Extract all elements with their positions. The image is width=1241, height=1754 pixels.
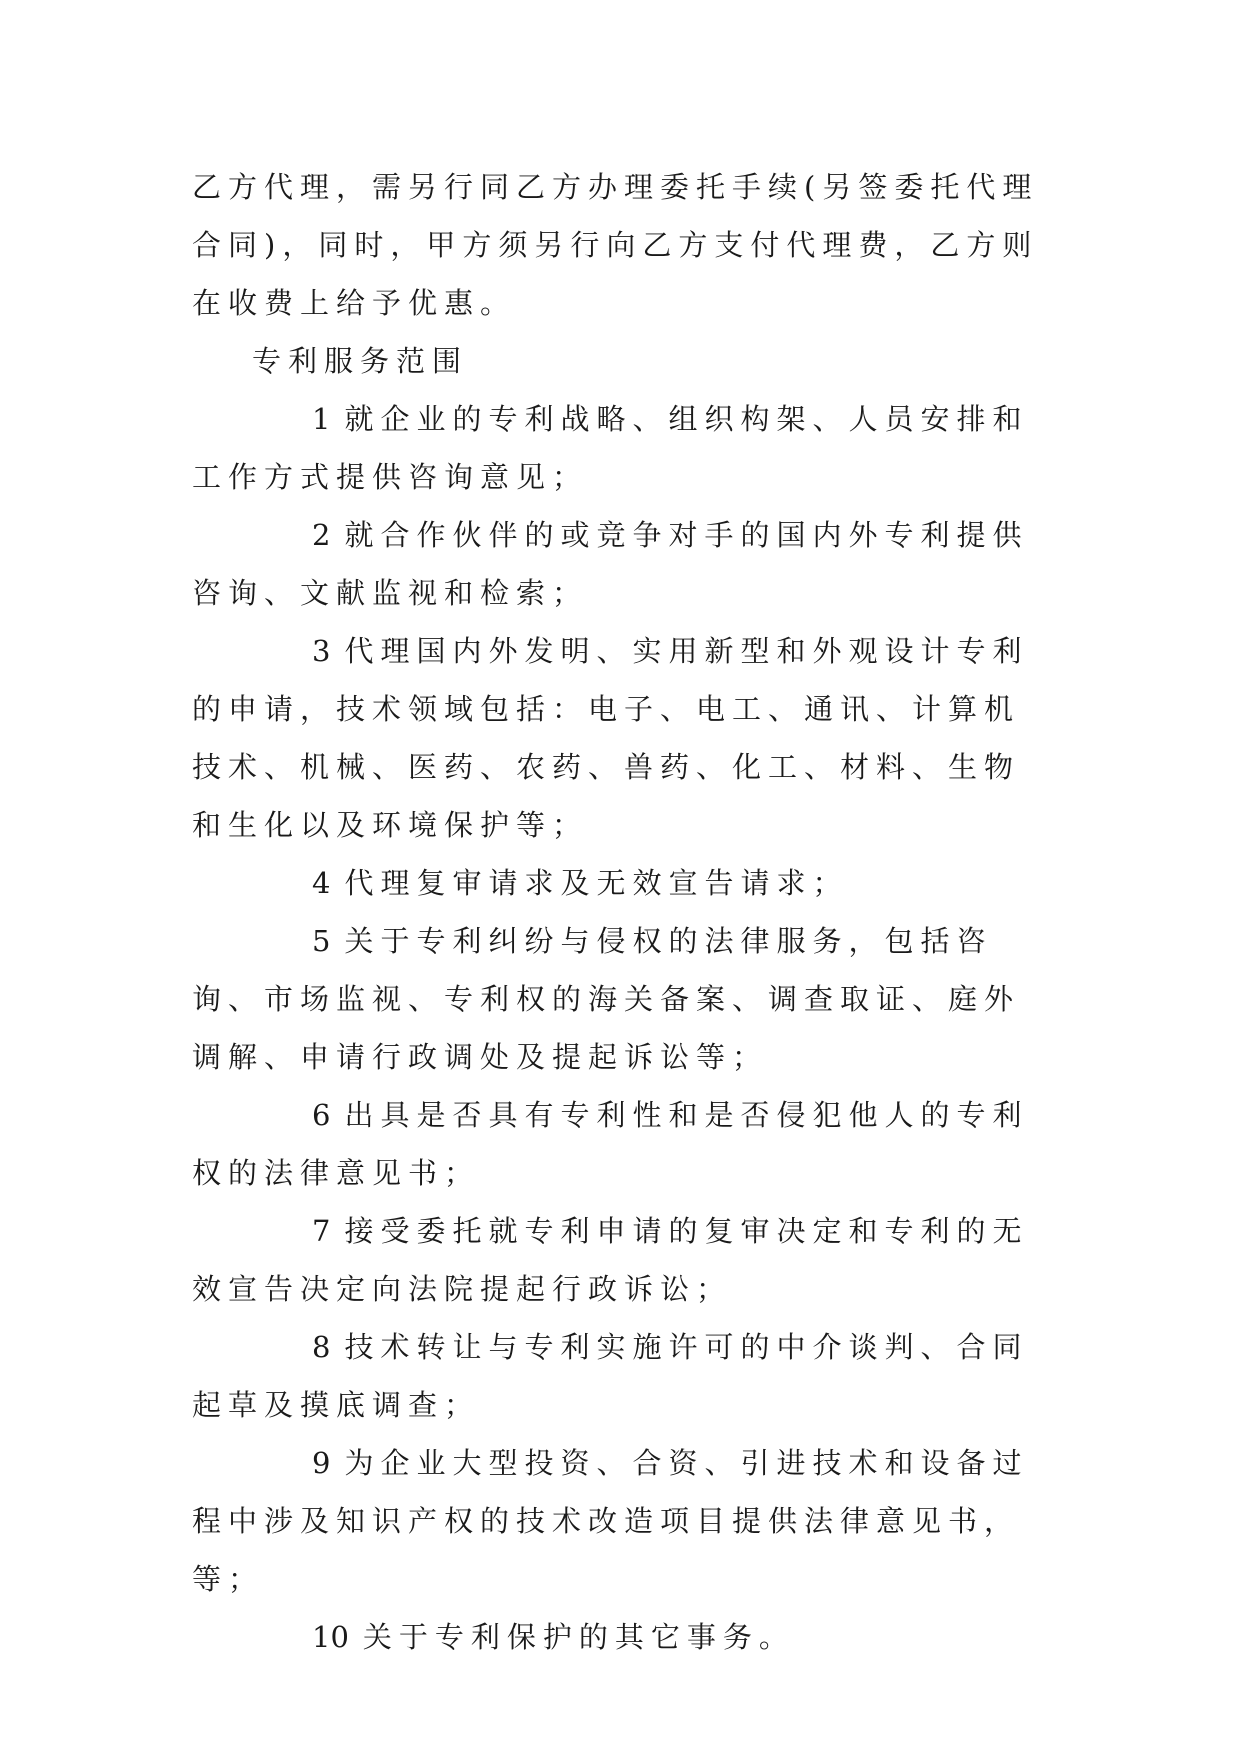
scope-item-number: 3 — [312, 634, 331, 668]
scope-item-number: 8 — [312, 1330, 331, 1364]
scope-item-text: 出具是否具有专利性和是否侵犯他人的专利权的法律意见书； — [192, 1098, 1029, 1190]
scope-item-text: 关于专利保护的其它事务。 — [362, 1620, 795, 1654]
scope-item — [192, 1202, 1052, 1318]
scope-item-text: 接受委托就专利申请的复审决定和专利的无效宣告决定向法院提起行政诉讼； — [192, 1214, 1029, 1306]
scope-item-number: 5 — [312, 924, 331, 958]
scope-item-number: 7 — [312, 1214, 331, 1248]
scope-item — [192, 622, 1052, 854]
scope-item-number: 1 — [312, 402, 331, 436]
continuation-paragraph: 乙方代理，需另行同乙方办理委托手续(另签委托代理合同)，同时，甲方须另行向乙方支付代理费，乙方则在收费上给予优惠。 — [192, 170, 1039, 320]
scope-item-text: 就企业的专利战略、组织构架、人员安排和工作方式提供咨询意见； — [192, 402, 1029, 494]
document-page — [192, 158, 1052, 1666]
scope-item-number: 4 — [312, 866, 331, 900]
scope-item-number: 10 — [312, 1620, 349, 1654]
scope-item — [192, 1086, 1052, 1202]
scope-item-number: 6 — [312, 1098, 331, 1132]
scope-item — [192, 912, 1052, 1086]
scope-item — [192, 1434, 1052, 1608]
scope-item — [192, 390, 1052, 506]
scope-item-number: 9 — [312, 1446, 331, 1480]
scope-item-text: 代理国内外发明、实用新型和外观设计专利的申请，技术领域包括：电子、电工、通讯、计算机技术、机械、医药、农药、兽药、化工、材料、生物和生化以及环境保护等； — [192, 634, 1029, 842]
section-heading: 专利服务范围 — [252, 344, 469, 378]
scope-item-text: 为企业大型投资、合资、引进技术和设备过程中涉及知识产权的技术改造项目提供法律意见书，等； — [192, 1446, 1029, 1596]
scope-item-text: 技术转让与专利实施许可的中介谈判、合同起草及摸底调查； — [192, 1330, 1029, 1422]
scope-item-number: 2 — [312, 518, 331, 552]
scope-item-text: 代理复审请求及无效宣告请求； — [344, 866, 849, 900]
scope-item — [192, 854, 1052, 912]
scope-item-text: 就合作伙伴的或竞争对手的国内外专利提供咨询、文献监视和检索； — [192, 518, 1029, 610]
scope-item-text: 关于专利纠纷与侵权的法律服务，包括咨询、市场监视、专利权的海关备案、调查取证、庭外调解、申请行政调处及提起诉讼等； — [192, 924, 1021, 1074]
scope-item — [192, 506, 1052, 622]
scope-item — [192, 1318, 1052, 1434]
scope-item — [192, 1608, 1052, 1666]
